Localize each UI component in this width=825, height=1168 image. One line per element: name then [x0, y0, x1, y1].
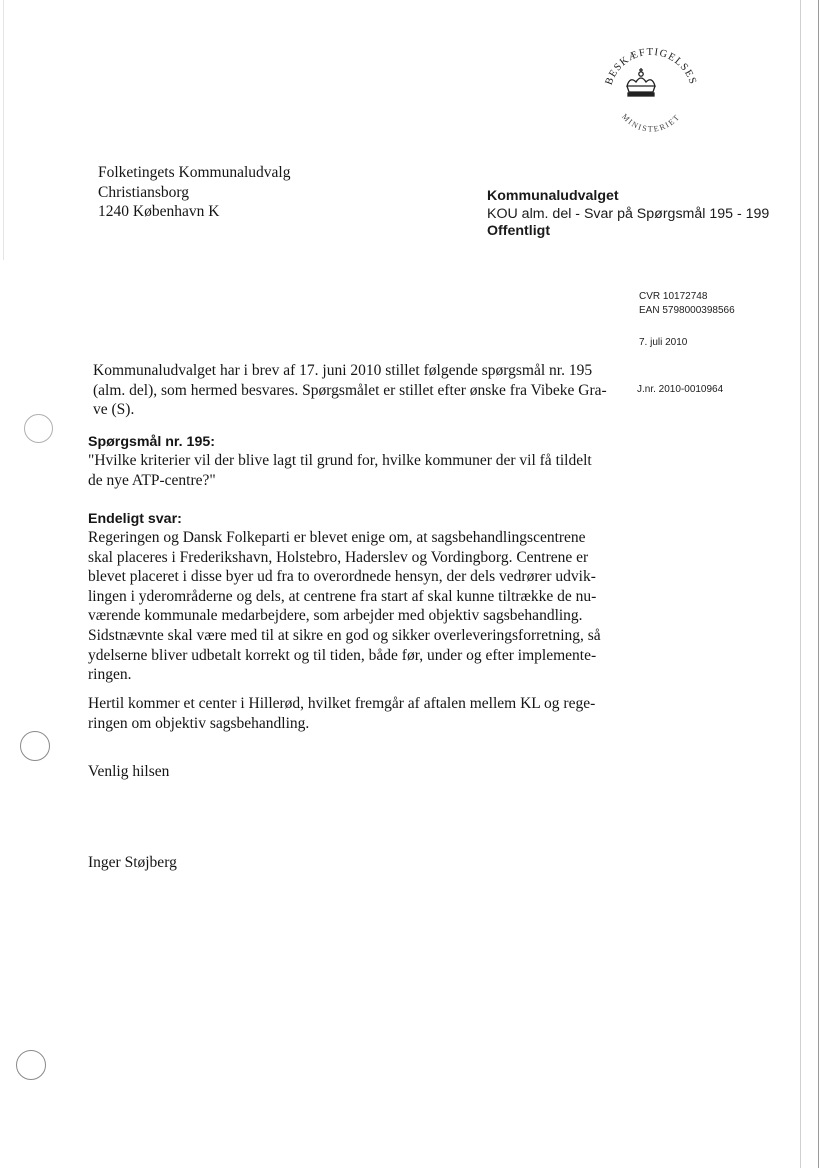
journal-number: J.nr. 2010-0010964	[637, 384, 724, 395]
closing-greeting: Venlig hilsen	[88, 763, 170, 780]
answer-line: skal placeres i Frederikshavn, Holstebro, Haderslev og Vordingborg. Centrene er	[88, 548, 589, 566]
answer-line: Regeringen og Dansk Folkeparti er blevet enige om, at sagsbehandlingscentrene	[88, 529, 586, 546]
paragraph-line: Hertil kommer et center i Hillerød, hvilket fremgår af aftalen mellem KL og rege-	[88, 695, 596, 712]
question-heading: Spørgsmål nr. 195:	[88, 434, 215, 450]
seal-top-text: BESKÆFTIGELSES	[603, 46, 699, 87]
question-line: de nye ATP-centre?"	[88, 471, 216, 489]
letter-date: 7. juli 2010	[639, 337, 688, 348]
ean-number: EAN 5798000398566	[639, 305, 735, 316]
answer-line: blevet placeret i disse byer ud fra to overordnede hensyn, der dels vedrører udvik-	[88, 568, 596, 586]
intro-paragraph	[93, 361, 607, 420]
address-line: Folketingets Kommunaludvalg	[98, 164, 291, 181]
answer-line: ringen.	[88, 666, 132, 684]
extra-paragraph	[88, 694, 595, 733]
address-line: 1240 København K	[98, 203, 220, 221]
answer-line: ydelserne bliver udbetalt korrekt og til tiden, både før, under og efter implemente-	[88, 646, 597, 664]
paragraph-line: ve (S).	[93, 401, 135, 419]
ministry-seal	[596, 38, 706, 148]
punch-hole	[24, 414, 53, 443]
question-line: "Hvilke kriterier vil der blive lagt til grund for, hvilke kommuner der vil få tildelt	[88, 452, 592, 469]
scan-edge-left	[3, 0, 4, 260]
paragraph-line: (alm. del), som hermed besvares. Spørgsmålet er stillet efter ønske fra Vibeke Gra-	[93, 381, 607, 399]
crown-icon	[627, 68, 655, 96]
scan-edge-right	[800, 0, 801, 1168]
scan-edge-right	[818, 0, 819, 1168]
punch-hole	[16, 1050, 46, 1080]
answer-section	[88, 510, 601, 685]
address-line: Christiansborg	[98, 183, 189, 201]
reference-block	[487, 188, 769, 241]
punch-hole	[20, 731, 50, 761]
recipient-address	[98, 163, 290, 222]
answer-line: lingen i yderområderne og dels, at centrene fra start af skal kunne tiltrække de nu-	[88, 587, 597, 605]
answer-line: Sidstnævnte skal være med til at sikre en god og sikker overleveringsforretning, så	[88, 626, 601, 644]
cvr-number: CVR 10172748	[639, 291, 708, 302]
seal-bottom-text: MINISTERIET	[620, 111, 682, 134]
paragraph-line: ringen om objektiv sagsbehandling.	[88, 714, 310, 732]
paragraph-line: Kommunaludvalget har i brev af 17. juni 2010 stillet følgende spørgsmål nr. 195	[93, 362, 593, 379]
answer-heading: Endeligt svar:	[88, 511, 182, 527]
committee-label: Kommunaludvalget	[487, 188, 619, 204]
question-section	[88, 433, 592, 490]
subject-label: KOU alm. del - Svar på Spørgsmål 195 - 199	[487, 205, 770, 222]
answer-line: værende kommunale medarbejdere, som arbejder med objektiv sagsbehandling.	[88, 607, 583, 625]
signature-name: Inger Støjberg	[88, 854, 177, 871]
status-label: Offentligt	[487, 223, 551, 239]
